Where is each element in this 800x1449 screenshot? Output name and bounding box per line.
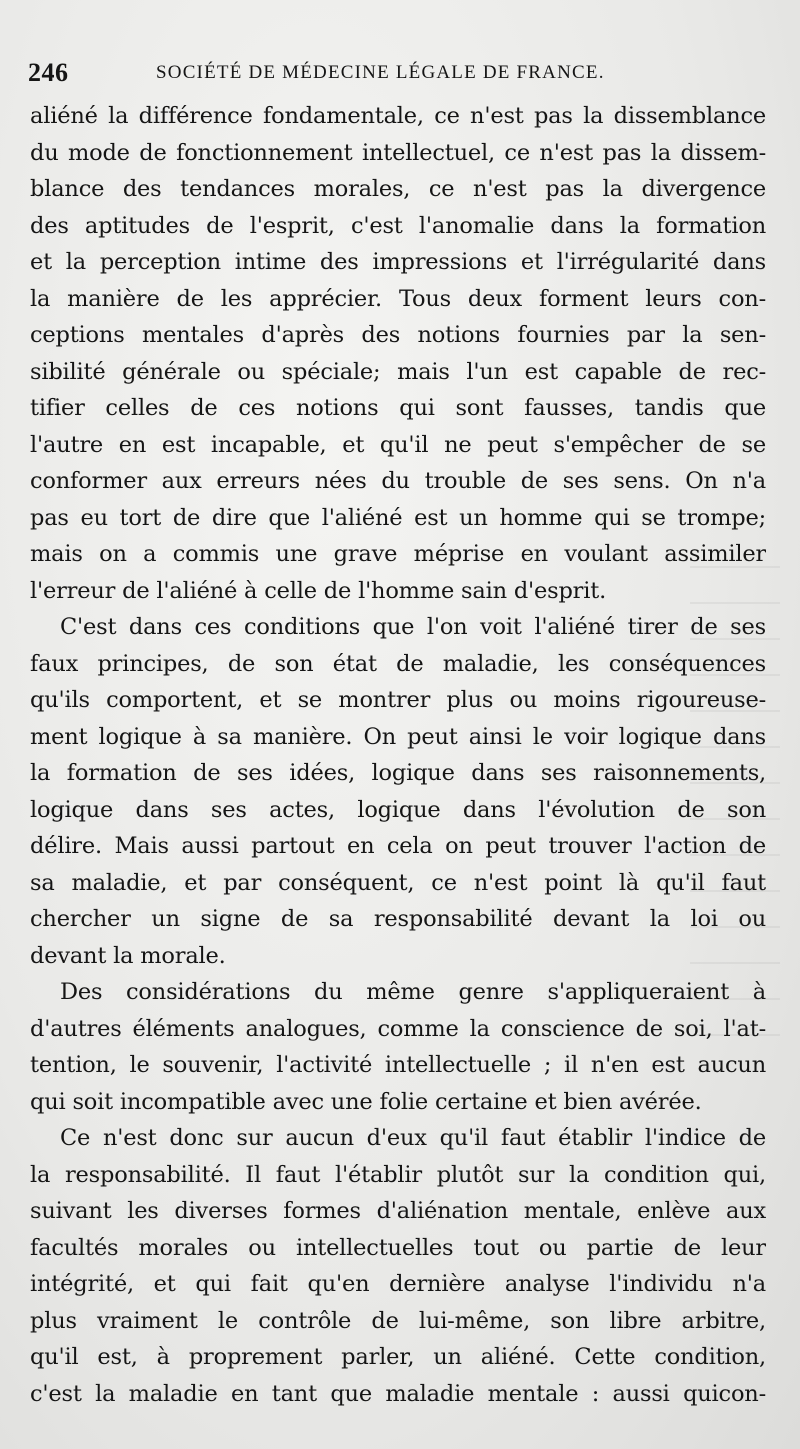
text-line: devant la morale. [30, 942, 226, 969]
page-number: 246 [28, 58, 69, 87]
text-line: tifier celles de ces notions qui sont fausses, tandis que [30, 395, 766, 421]
paragraph-2 [30, 609, 766, 974]
running-head: SOCIÉTÉ DE MÉDECINE LÉGALE DE FRANCE. [156, 62, 605, 83]
text-line: sibilité générale ou spéciale; mais l'un est capable de rec- [30, 358, 766, 385]
paragraph-1 [30, 98, 766, 609]
text-line: l'autre en est incapable, et qu'il ne peut s'empêcher de se [30, 431, 766, 458]
text-line: l'erreur de l'aliéné à celle de l'homme sain d'esprit. [30, 577, 607, 604]
text-line: et la perception intime des impressions et l'irrégularité dans [30, 249, 766, 275]
text-line: des aptitudes de l'esprit, c'est l'anomalie dans la formation [30, 212, 766, 239]
text-line: blance des tendances morales, ce n'est pas la divergence [30, 176, 766, 202]
text-line: logique dans ses actes, logique dans l'évolution de son [30, 796, 766, 823]
text-line: Des considérations du même genre s'appliqueraient à [60, 979, 766, 1005]
text-line: Ce n'est donc sur aucun d'eux qu'il faut établir l'indice de [60, 1125, 766, 1151]
text-line: aliéné la différence fondamentale, ce n'est pas la dissemblance [30, 103, 766, 129]
body-text [30, 98, 766, 1412]
paragraph-3 [30, 974, 766, 1120]
text-line: ceptions mentales d'après des notions fournies par la sen- [30, 322, 766, 348]
text-line: sa maladie, et par conséquent, ce n'est point là qu'il faut [30, 869, 766, 896]
text-line: qui soit incompatible avec une folie certaine et bien avérée. [30, 1088, 702, 1115]
text-line: la formation de ses idées, logique dans ses raisonnements, [30, 760, 766, 786]
text-line: d'autres éléments analogues, comme la conscience de soi, l'at- [30, 1015, 766, 1042]
text-line: ment logique à sa manière. On peut ainsi le voir logique dans [30, 723, 766, 750]
text-line: suivant les diverses formes d'aliénation mentale, enlève aux [30, 1198, 766, 1224]
text-line: conformer aux erreurs nées du trouble de ses sens. On n'a [30, 468, 766, 494]
text-line: chercher un signe de sa responsabilité devant la loi ou [30, 906, 766, 932]
text-line: du mode de fonctionnement intellectuel, ce n'est pas la dissem- [30, 139, 766, 166]
text-line: la responsabilité. Il faut l'établir plutôt sur la condition qui, [30, 1161, 766, 1188]
text-line: qu'ils comportent, et se montrer plus ou moins rigoureuse- [30, 687, 766, 713]
text-line: facultés morales ou intellectuelles tout ou partie de leur [30, 1234, 766, 1261]
text-line: tention, le souvenir, l'activité intellectuelle ; il n'en est aucun [30, 1052, 766, 1078]
text-line: intégrité, et qui fait qu'en dernière analyse l'individu n'a [30, 1271, 766, 1297]
page-header [28, 58, 768, 90]
text-line: mais on a commis une grave méprise en voulant assimiler [30, 541, 766, 567]
text-line: la manière de les apprécier. Tous deux forment leurs con- [30, 285, 766, 312]
text-line: pas eu tort de dire que l'aliéné est un homme qui se trompe; [30, 504, 766, 531]
text-line: C'est dans ces conditions que l'on voit l'aliéné tirer de ses [60, 614, 766, 640]
text-line: plus vraiment le contrôle de lui-même, son libre arbitre, [30, 1307, 766, 1334]
paragraph-4 [30, 1120, 766, 1412]
text-line: qu'il est, à proprement parler, un aliéné. Cette condition, [30, 1344, 766, 1370]
text-line: c'est la maladie en tant que maladie mentale : aussi quicon- [30, 1380, 766, 1407]
text-line: faux principes, de son état de maladie, les conséquences [30, 650, 766, 677]
text-line: délire. Mais aussi partout en cela on peut trouver l'action de [30, 833, 766, 859]
